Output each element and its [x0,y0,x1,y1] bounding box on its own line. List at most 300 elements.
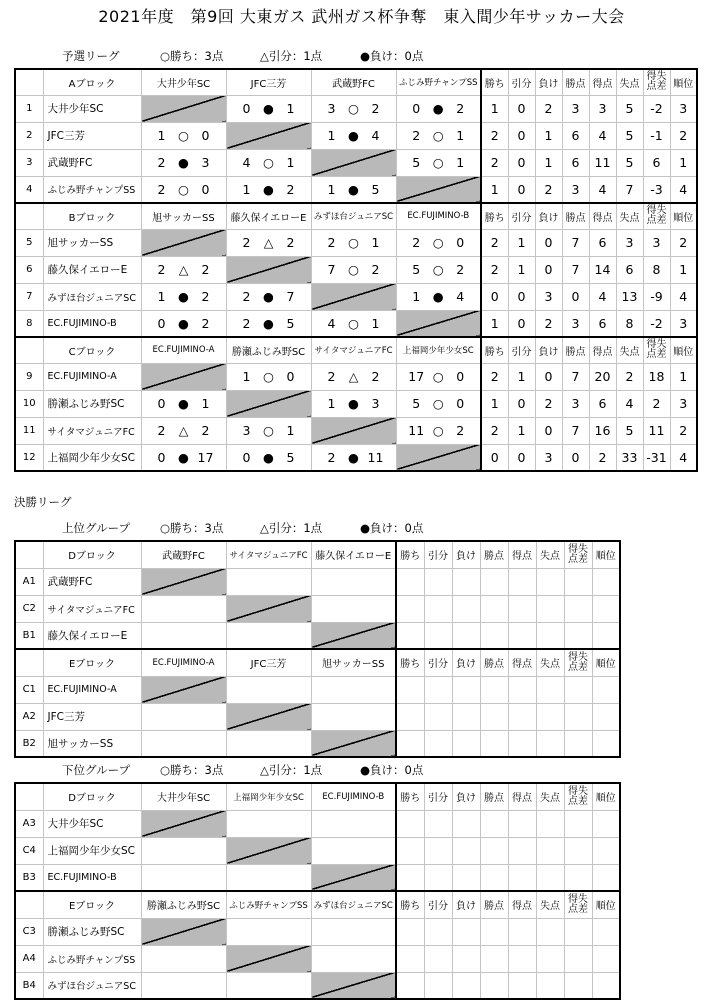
stat-value-empty [508,864,536,891]
match-result [141,256,226,283]
stat-header: 勝点 [562,69,589,95]
score-against: 1 [286,155,295,170]
table-row [15,390,697,417]
match-result [226,363,311,390]
stat-value: 4 [589,176,616,203]
match-result [226,95,311,122]
block-name: Eブロック [43,649,141,676]
stat-value-empty [536,810,564,837]
result-mark: ○ [432,128,444,143]
score-for: 5 [412,262,421,277]
self-match-cell [311,417,396,444]
table-row [15,595,620,622]
match-result-empty [311,945,396,972]
team-name: 武蔵野FC [43,568,141,595]
legend-loss: ●負け：0点 [360,521,424,535]
stat-value: 1 [508,256,535,283]
stat-value-empty [396,568,424,595]
score-for: 2 [157,262,166,277]
match-result [141,390,226,417]
stat-header: 順位 [592,891,620,918]
stat-value: 7 [562,256,589,283]
page-title: 2021年度 第9回 大東ガス 武州ガス杯争奪 東入間少年サッカー大会 [98,7,625,26]
result-mark: ● [348,128,359,143]
score-against: 2 [286,181,295,197]
self-match-cell [396,176,481,203]
stat-header: 勝ち [481,337,508,363]
stat-header: 勝ち [481,203,508,229]
table-row [15,310,697,337]
self-match-cell [226,945,311,972]
result-mark: △ [178,262,189,277]
self-match-cell [141,918,226,945]
stat-value: 1 [670,256,697,283]
stat-value: 0 [562,283,589,310]
score-against: 2 [371,262,380,277]
score-for: 1 [242,181,251,197]
score-against: 0 [456,369,465,384]
table-row [15,703,620,730]
score-against: 1 [201,396,210,411]
match-result [396,229,481,256]
stat-value: 3 [616,229,643,256]
score-against: 4 [456,289,465,304]
row-number: 5 [15,229,43,256]
result-mark: ● [432,289,444,304]
self-match-cell [311,972,396,999]
stat-header: 勝ち [396,891,424,918]
stat-header: 得失点差 [643,69,670,95]
stat-header: 失点 [616,203,643,229]
team-name: 大井少年SC [43,95,141,122]
score-for: 11 [408,423,425,438]
opponent-header: 藤久保イエローE [226,203,311,229]
result-mark: ● [348,396,359,411]
match-result-empty [141,622,226,649]
result-mark: ○ [432,235,444,250]
stat-value: 1 [670,149,697,176]
row-number: 10 [15,390,43,417]
match-result-empty [226,568,311,595]
block-name: Eブロック [43,891,141,918]
stat-header: 得点 [508,891,536,918]
stat-value-empty [536,837,564,864]
stat-header: 失点 [616,69,643,95]
block-name: Cブロック [43,337,141,363]
stat-header: 勝点 [562,337,589,363]
stat-value: 0 [508,310,535,337]
legend-win: ○勝ち：3点 [160,49,224,63]
team-name: EC.FUJIMINO-A [43,363,141,390]
legend-draw: △引分：1点 [260,49,323,63]
score-for: 2 [327,369,336,384]
preliminary-league-table [14,68,698,472]
opponent-header: 武蔵野FC [141,541,226,568]
score-against: 0 [201,181,210,197]
stat-value: 6 [562,149,589,176]
match-result-empty [311,810,396,837]
opponent-header: 旭サッカーSS [311,649,396,676]
stat-value-empty [480,945,508,972]
stat-value-empty [424,918,452,945]
score-for: 2 [157,155,166,170]
match-result-empty [141,595,226,622]
stat-value: 4 [670,444,697,471]
stat-value-empty [396,676,424,703]
stat-value: 0 [481,444,508,471]
result-mark: ● [348,449,359,465]
legend-loss: ●負け：0点 [360,49,424,63]
match-result [141,176,226,203]
score-for: 1 [327,396,336,411]
block-name: Dブロック [43,541,141,568]
table-row [15,730,620,757]
score-for: 3 [327,101,336,116]
team-name: 勝瀬ふじみ野SC [43,390,141,417]
stat-value: 0 [508,176,535,203]
self-match-cell [226,256,311,283]
stat-value: 8 [616,310,643,337]
stat-value-empty [508,730,536,757]
opponent-header: JFC三芳 [226,69,311,95]
stat-value-empty [480,810,508,837]
score-for: 2 [412,235,421,250]
seed-code: A3 [15,810,43,837]
score-for: 17 [408,369,425,384]
stat-value-empty [396,945,424,972]
score-against: 2 [371,369,380,384]
table-row [15,283,697,310]
block-header-row [15,649,620,676]
block-name: Aブロック [43,69,141,95]
stat-value: 1 [508,229,535,256]
result-mark: ● [178,449,189,465]
self-match-cell [226,122,311,149]
match-result-empty [141,703,226,730]
team-name: ふじみ野チャンプSS [43,176,141,203]
team-name: 武蔵野FC [43,149,141,176]
result-mark: ○ [263,423,274,438]
stat-value: 0 [508,122,535,149]
match-result [396,149,481,176]
table-row [15,918,620,945]
match-result [396,95,481,122]
result-mark: ● [263,289,274,304]
team-name: みずほ台ジュニアSC [43,972,141,999]
match-result [311,176,396,203]
seed-code: B4 [15,972,43,999]
stat-value-empty [536,730,564,757]
stat-value-empty [396,918,424,945]
row-number: 9 [15,363,43,390]
stat-value-empty [480,703,508,730]
result-mark: ● [263,181,274,197]
stat-value: 0 [508,390,535,417]
stat-value: 7 [562,363,589,390]
stat-value: 13 [616,283,643,310]
stat-value: 3 [670,310,697,337]
stat-header: 負け [535,203,562,229]
corner-cell [15,541,43,568]
row-number: 1 [15,95,43,122]
stat-value-empty [424,676,452,703]
score-against: 0 [456,396,465,411]
score-against: 2 [201,289,210,304]
stat-value-empty [508,918,536,945]
self-match-cell [396,444,481,471]
stat-value: 5 [616,95,643,122]
stat-value: 0 [508,444,535,471]
match-result [226,149,311,176]
stat-value-empty [396,864,424,891]
stat-value-empty [424,730,452,757]
table-row [15,95,697,122]
stat-value: 20 [589,363,616,390]
stat-value-empty [396,972,424,999]
row-number: 3 [15,149,43,176]
self-match-cell [141,95,226,122]
stat-value: 3 [535,283,562,310]
block-header-row [15,69,697,95]
match-result-empty [141,730,226,757]
stat-value: 6 [589,310,616,337]
match-result [311,390,396,417]
result-mark: ● [348,181,359,197]
match-result [396,390,481,417]
match-result-empty [311,837,396,864]
stat-value-empty [592,568,620,595]
stat-header: 負け [535,337,562,363]
table-row [15,176,697,203]
stat-header: 得点 [508,649,536,676]
stat-value: 2 [535,310,562,337]
stat-value-empty [564,703,592,730]
stat-value: 2 [535,176,562,203]
stat-header: 勝ち [396,541,424,568]
score-for: 2 [157,181,166,197]
team-name: サイタマジュニアFC [43,417,141,444]
score-against: 0 [456,235,465,250]
stat-value: 7 [616,176,643,203]
match-result [396,417,481,444]
score-against: 2 [201,315,210,331]
opponent-header: 上福岡少年少女SC [396,337,481,363]
block-header-row [15,203,697,229]
corner-cell [15,337,43,363]
stat-header: 得失点差 [564,891,592,918]
score-for: 3 [242,423,251,438]
stat-header: 引分 [424,891,452,918]
stat-value: 0 [508,95,535,122]
self-match-cell [141,676,226,703]
stat-value-empty [396,810,424,837]
score-for: 5 [412,396,421,411]
stat-header: 得失点差 [643,337,670,363]
stat-value-empty [424,972,452,999]
lower-group-label: 下位グループ [62,763,131,777]
table-row [15,810,620,837]
stat-value: 2 [670,417,697,444]
match-result [311,229,396,256]
opponent-header: 武蔵野FC [311,69,396,95]
stat-value-empty [564,972,592,999]
block-header-row [15,891,620,918]
match-result-empty [226,918,311,945]
stat-value: 1 [508,417,535,444]
self-match-cell [396,310,481,337]
opponent-header: 大井少年SC [141,69,226,95]
result-mark: ● [178,315,189,331]
stat-value-empty [480,622,508,649]
stat-value: -1 [643,122,670,149]
stat-value: 5 [616,149,643,176]
stat-value: 2 [481,363,508,390]
team-name: EC.FUJIMINO-A [43,676,141,703]
stat-value: 8 [643,256,670,283]
block-name: Bブロック [43,203,141,229]
stat-value: 3 [562,390,589,417]
stat-header: 負け [452,891,480,918]
score-against: 1 [371,235,380,250]
score-against: 2 [371,101,380,116]
match-result-empty [141,945,226,972]
stat-value-empty [508,676,536,703]
stat-value: 0 [535,229,562,256]
stat-value: 6 [616,256,643,283]
match-result [311,310,396,337]
stat-value: 3 [643,229,670,256]
stat-header: 失点 [536,649,564,676]
stat-value: 4 [670,176,697,203]
stat-value-empty [396,595,424,622]
score-against: 3 [371,396,380,411]
stat-header: 得点 [508,783,536,810]
team-name: ふじみ野チャンプSS [43,945,141,972]
stat-header: 負け [535,69,562,95]
stat-value: 0 [481,283,508,310]
stat-header: 順位 [670,337,697,363]
stat-value-empty [424,703,452,730]
stat-value-empty [536,972,564,999]
legend-draw: △引分：1点 [260,521,323,535]
result-mark: △ [178,423,189,438]
score-for: 2 [412,128,421,143]
legend-draw: △引分：1点 [260,763,323,777]
stat-value-empty [424,595,452,622]
stat-header: 引分 [424,541,452,568]
stat-value-empty [564,810,592,837]
stat-value-empty [452,810,480,837]
stat-value: 0 [508,283,535,310]
stat-value: 4 [589,283,616,310]
stat-header: 順位 [592,783,620,810]
opponent-header: 藤久保イエローE [311,541,396,568]
stat-value-empty [508,595,536,622]
row-number: 4 [15,176,43,203]
corner-cell [15,891,43,918]
opponent-header: EC.FUJIMINO-B [311,783,396,810]
stat-header: 得点 [589,69,616,95]
self-match-cell [141,229,226,256]
stat-value-empty [592,622,620,649]
stat-value-empty [592,703,620,730]
result-mark: ○ [432,369,444,384]
score-against: 2 [201,423,210,438]
seed-code: B3 [15,864,43,891]
table-row [15,417,697,444]
stat-value-empty [536,918,564,945]
stat-value-empty [592,918,620,945]
stat-value: 33 [616,444,643,471]
stat-value: 1 [535,122,562,149]
row-number: 6 [15,256,43,283]
stat-value: 2 [481,229,508,256]
stat-value: -3 [643,176,670,203]
opponent-header: ふじみ野チャンプSS [226,891,311,918]
stat-header: 負け [452,649,480,676]
stat-value: 14 [589,256,616,283]
result-mark: △ [263,235,274,250]
result-mark: △ [348,369,359,384]
stat-value-empty [508,703,536,730]
stat-header: 失点 [536,891,564,918]
team-name: 藤久保イエローE [43,256,141,283]
self-match-cell [141,568,226,595]
stat-value: 0 [535,363,562,390]
match-result [226,417,311,444]
table-row [15,568,620,595]
stat-header: 順位 [670,203,697,229]
result-mark: ● [178,155,189,170]
stat-value-empty [424,864,452,891]
stat-value-empty [564,945,592,972]
stat-value: 11 [589,149,616,176]
opponent-header: サイタマジュニアFC [311,337,396,363]
stat-value: 6 [562,122,589,149]
stat-header: 得失点差 [564,649,592,676]
stat-value-empty [536,568,564,595]
stat-value: 18 [643,363,670,390]
stat-value-empty [480,837,508,864]
self-match-cell [226,595,311,622]
seed-code: C2 [15,595,43,622]
score-for: 2 [242,289,251,304]
score-for: 2 [242,315,251,331]
stat-value: 3 [562,310,589,337]
score-for: 2 [327,235,336,250]
stat-value: 3 [670,95,697,122]
match-result-empty [226,864,311,891]
stat-value-empty [564,918,592,945]
opponent-header: EC.FUJIMINO-A [141,337,226,363]
result-mark: ● [432,101,444,116]
stat-value: 2 [535,95,562,122]
stat-value-empty [452,595,480,622]
legend-loss: ●負け：0点 [360,763,424,777]
stat-value: 3 [535,444,562,471]
stat-value: 2 [481,149,508,176]
block-name: Dブロック [43,783,141,810]
opponent-header: みずほ台ジュニアSC [311,203,396,229]
score-against: 2 [456,101,465,116]
self-match-cell [311,283,396,310]
opponent-header: EC.FUJIMINO-A [141,649,226,676]
score-for: 2 [327,449,336,465]
stat-value: 1 [481,176,508,203]
match-result-empty [311,703,396,730]
stat-value-empty [480,972,508,999]
stat-value: -2 [643,310,670,337]
